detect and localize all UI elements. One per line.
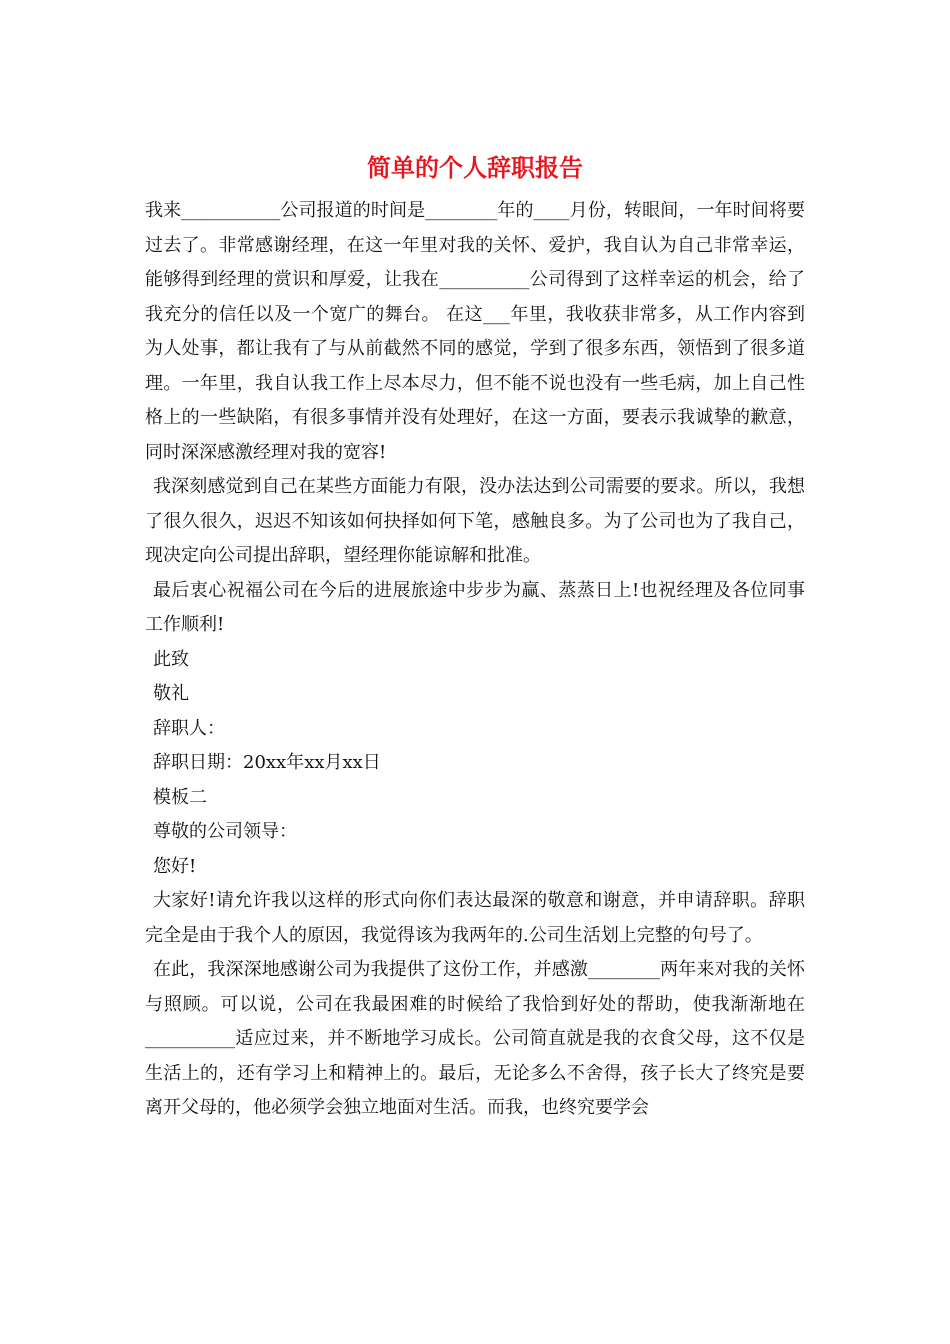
template-two-heading: 模板二	[153, 786, 207, 808]
template-two-greeting: 您好!	[153, 855, 197, 877]
template-two-paragraph-2: 在此，我深深地感谢公司为我提供了这份工作，并感激________两年来对我的关怀与照顾。可以说，公司在我最困难的时候给了我恰到好处的帮助，使我渐渐地在__________适应过来，并不断地学习成长。公司简直就是我的衣食父母，这不仅是生活上的，还有学习上和精神上的。最后，无论多么不舍得，孩子长大了终究是要离开父母的，他必须学会独立地面对生活。而我，也终究要学会	[145, 959, 805, 1118]
closing-salutation: 此致	[153, 648, 189, 670]
resigner-label: 辞职人：	[153, 717, 225, 739]
document-body	[145, 194, 805, 1126]
paragraph-blessing: 最后衷心祝福公司在今后的进展旅途中步步为赢、蒸蒸日上!也祝经理及各位同事工作顺利!	[145, 579, 805, 635]
paragraph-intro: 我来___________公司报道的时间是________年的____月份，转眼间，一年时间将要过去了。非常感谢经理，在这一年里对我的关怀、爱护，我自认为自己非常幸运，能够得到经理的赏识和厚爱，让我在__________公司得到了这样幸运的机会，给了我充分的信任以及一个宽广的舞台。 在这___年里，我收获非常多，从工作内容到为人处事，都让我有了与从前截然不同的感觉，学到了很多东西，领悟到了很多道理。一年里，我自认我工作上尽本尽力，但不能不说也没有一些毛病，加上自己性格上的一些缺陷，有很多事情并没有处理好，在这一方面，要表示我诚挚的歉意，同时深深感激经理对我的宽容!	[145, 200, 805, 463]
paragraph-decision: 我深刻感觉到自己在某些方面能力有限，没办法达到公司需要的要求。所以，我想了很久很久，迟迟不知该如何抉择如何下笔，感触良多。为了公司也为了我自己，现决定向公司提出辞职，望经理你能谅解和批准。	[145, 476, 805, 566]
document-title: 简单的个人辞职报告	[367, 153, 583, 182]
template-two-paragraph-1: 大家好!请允许我以这样的形式向你们表达最深的敬意和谢意，并申请辞职。辞职完全是由于我个人的原因，我觉得该为我两年的.公司生活划上完整的句号了。	[145, 890, 805, 946]
resignation-date: 辞职日期：20xx年xx月xx日	[153, 752, 381, 773]
template-two-addressee: 尊敬的公司领导：	[153, 821, 297, 842]
closing-regards: 敬礼	[153, 683, 189, 704]
